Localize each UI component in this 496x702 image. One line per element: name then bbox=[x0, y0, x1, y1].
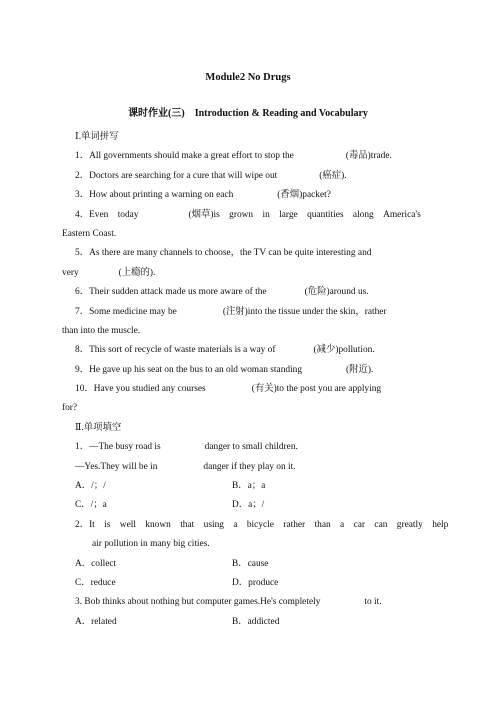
question-8: 8．This sort of recycle of waste materials is a way of (减少)pollution. bbox=[75, 345, 375, 356]
document-title: Module2 No Drugs bbox=[205, 72, 291, 83]
question-1: 1．All governments should make a great effort to stop the (毒品)trade. bbox=[75, 151, 392, 162]
exercise-content bbox=[62, 128, 449, 632]
question-10: 10．Have you studied any courses (有关)to the post you are applying bbox=[75, 384, 382, 395]
option-c: C．reduce bbox=[75, 577, 116, 588]
question-4-cont: Eastern Coast. bbox=[62, 228, 117, 239]
option-c: C．/；a bbox=[75, 500, 107, 511]
mc-question-1-reply: —Yes.They will be in danger if they play on it. bbox=[75, 461, 296, 472]
question-2: 2．Doctors are searching for a cure that will wipe out (癌症). bbox=[75, 170, 347, 181]
mc-options-row bbox=[62, 613, 434, 632]
option-a: A．/；/ bbox=[75, 481, 106, 492]
mc-options-row bbox=[62, 555, 434, 574]
mc-question-3: 3. Bob thinks about nothing but computer games.He's completely to it. bbox=[75, 597, 382, 608]
mc-options-row bbox=[62, 496, 434, 515]
option-a: A．collect bbox=[75, 558, 117, 569]
question-6: 6．Their sudden attack made us more aware of the (危险)around us. bbox=[75, 287, 369, 298]
question-10-cont: for? bbox=[62, 403, 78, 414]
question-3: 3．How about printing a warning on each (香烟)packet? bbox=[75, 190, 331, 201]
option-a: A．related bbox=[75, 616, 117, 627]
question-5: 5．As there are many channels to choose，the TV can be quite interesting and bbox=[75, 248, 372, 259]
mc-question-1: 1．—The busy road is danger to small children. bbox=[75, 442, 298, 453]
option-b: B．a；a bbox=[232, 481, 266, 492]
question-5-cont: very (上瘾的). bbox=[62, 267, 156, 278]
option-b: B．cause bbox=[232, 558, 269, 569]
section-heading: Ⅱ.单项填空 bbox=[75, 422, 122, 433]
question-9: 9．He gave up his seat on the bus to an old woman standing (附近). bbox=[75, 364, 374, 375]
mc-question-2-cont: air pollution in many big cities. bbox=[92, 539, 210, 550]
option-b: B．addicted bbox=[232, 616, 280, 627]
question-4: 4．Even today (烟草)is grown in large quantities along America's bbox=[75, 209, 421, 220]
question-7-cont: than into the muscle. bbox=[62, 325, 141, 336]
mc-options-row bbox=[62, 477, 434, 496]
section-heading: Ⅰ.单词拼写 bbox=[75, 132, 119, 142]
option-d: D．produce bbox=[232, 577, 279, 588]
document-subtitle: 课时作业(三) Introduction & Reading and Vocabulary bbox=[128, 108, 368, 119]
mc-options-row bbox=[62, 574, 434, 593]
question-7: 7．Some medicine may be (注射)into the tissue under the skin，rather bbox=[75, 306, 387, 317]
option-d: D．a；/ bbox=[232, 500, 265, 511]
mc-question-2: 2．It is well known that using a bicycle rather than a car can greatly help bbox=[75, 519, 449, 530]
